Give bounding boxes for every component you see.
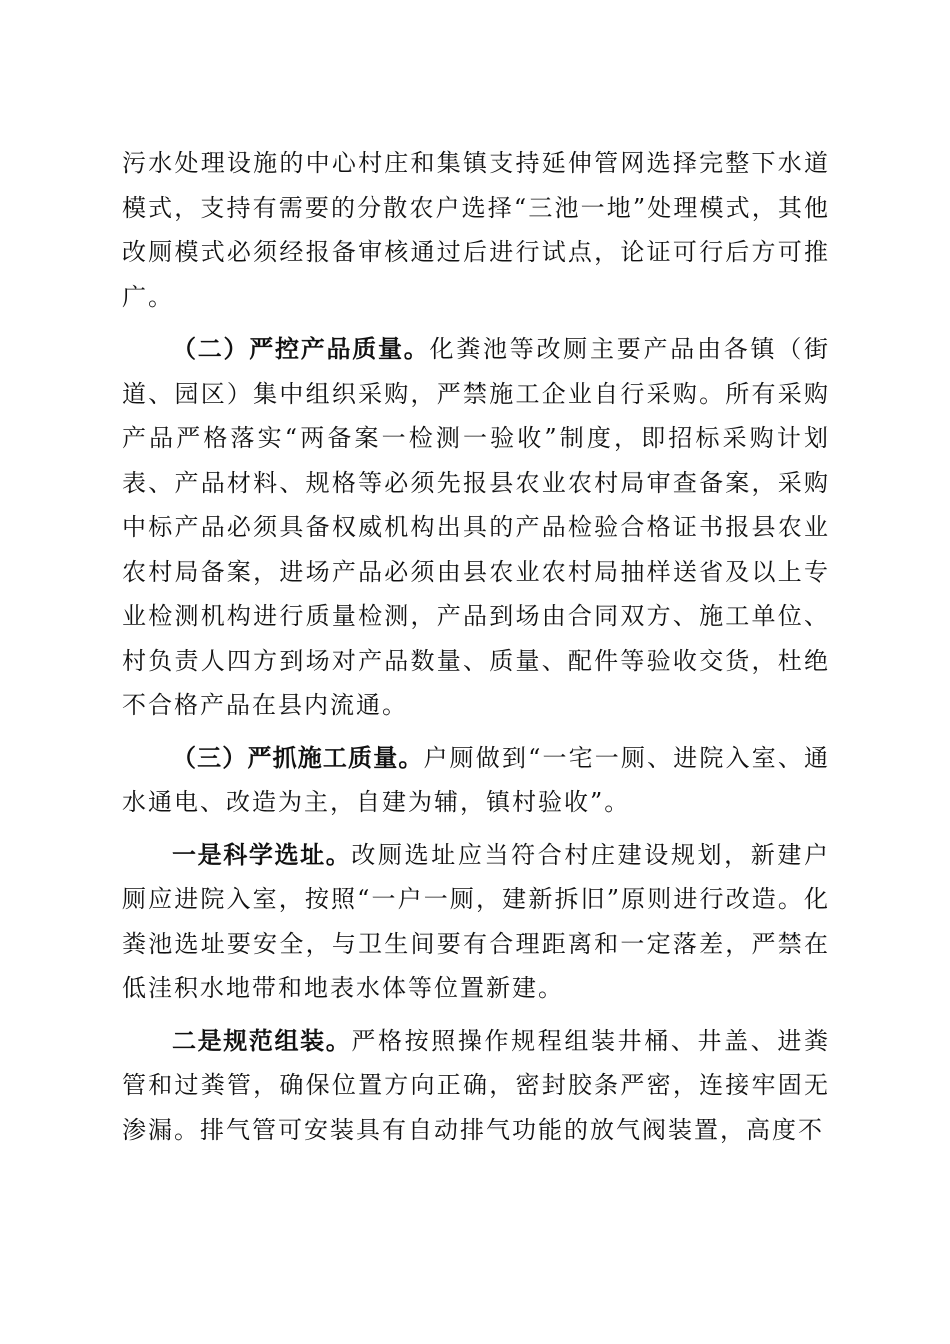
document-body [122,141,830,1152]
paragraph-text: 严格按照操作规程组装井桶、井盖、进粪管和过粪管，确保位置方向正确，密封胶条严密，连接牢固无渗漏。排气管可安装具有自动排气功能的放气阀装置，高度不 [122,1026,830,1144]
subheading-assembly: 二是规范组装。 [172,1026,352,1055]
paragraph-text: 改厕选址应当符合村庄建设规划，新建户厕应进院入室，按照“一户一厕，建新拆旧”原则进行改造。化粪池选址要安全，与卫生间要有合理距离和一定落差，严禁在低洼积水地带和地表水体等位置新建。 [122,840,830,1002]
section-heading-product-quality: （二）严控产品质量。 [172,335,430,363]
paragraph-text: 污水处理设施的中心村庄和集镇支持延伸管网选择完整下水道模式，支持有需要的分散农户选择“三池一地”处理模式，其他改厕模式必须经报备审核通过后进行试点，论证可行后方可推广。 [122,149,830,311]
paragraph-continued [122,141,830,319]
paragraph-text: 户厕做到“一宅一厕、进院入室、通水通电、改造为主，自建为辅，镇村验收”。 [122,743,830,816]
paragraph-site-selection [122,833,830,1011]
subheading-site-selection: 一是科学选址。 [172,840,352,869]
paragraph-product-quality [122,327,830,728]
paragraph-construction-quality [122,736,830,825]
paragraph-assembly [122,1019,830,1153]
section-heading-construction-quality: （三）严抓施工质量。 [172,743,424,772]
paragraph-text: 化粪池等改厕主要产品由各镇（街道、园区）集中组织采购，严禁施工企业自行采购。所有采购产品严格落实“两备案一检测一验收”制度，即招标采购计划表、产品材料、规格等必须先报县农业农村局审查备案，采购中标产品必须具备权威机构出具的产品检验合格证书报县农业农村局备案，进场产品必须由县农业农村局抽样送省及以上专业检测机构进行质量检测，产品到场由合同双方、施工单位、村负责人四方到场对产品数量、质量、配件等验收交货，杜绝不合格产品在县内流通。 [122,335,830,719]
